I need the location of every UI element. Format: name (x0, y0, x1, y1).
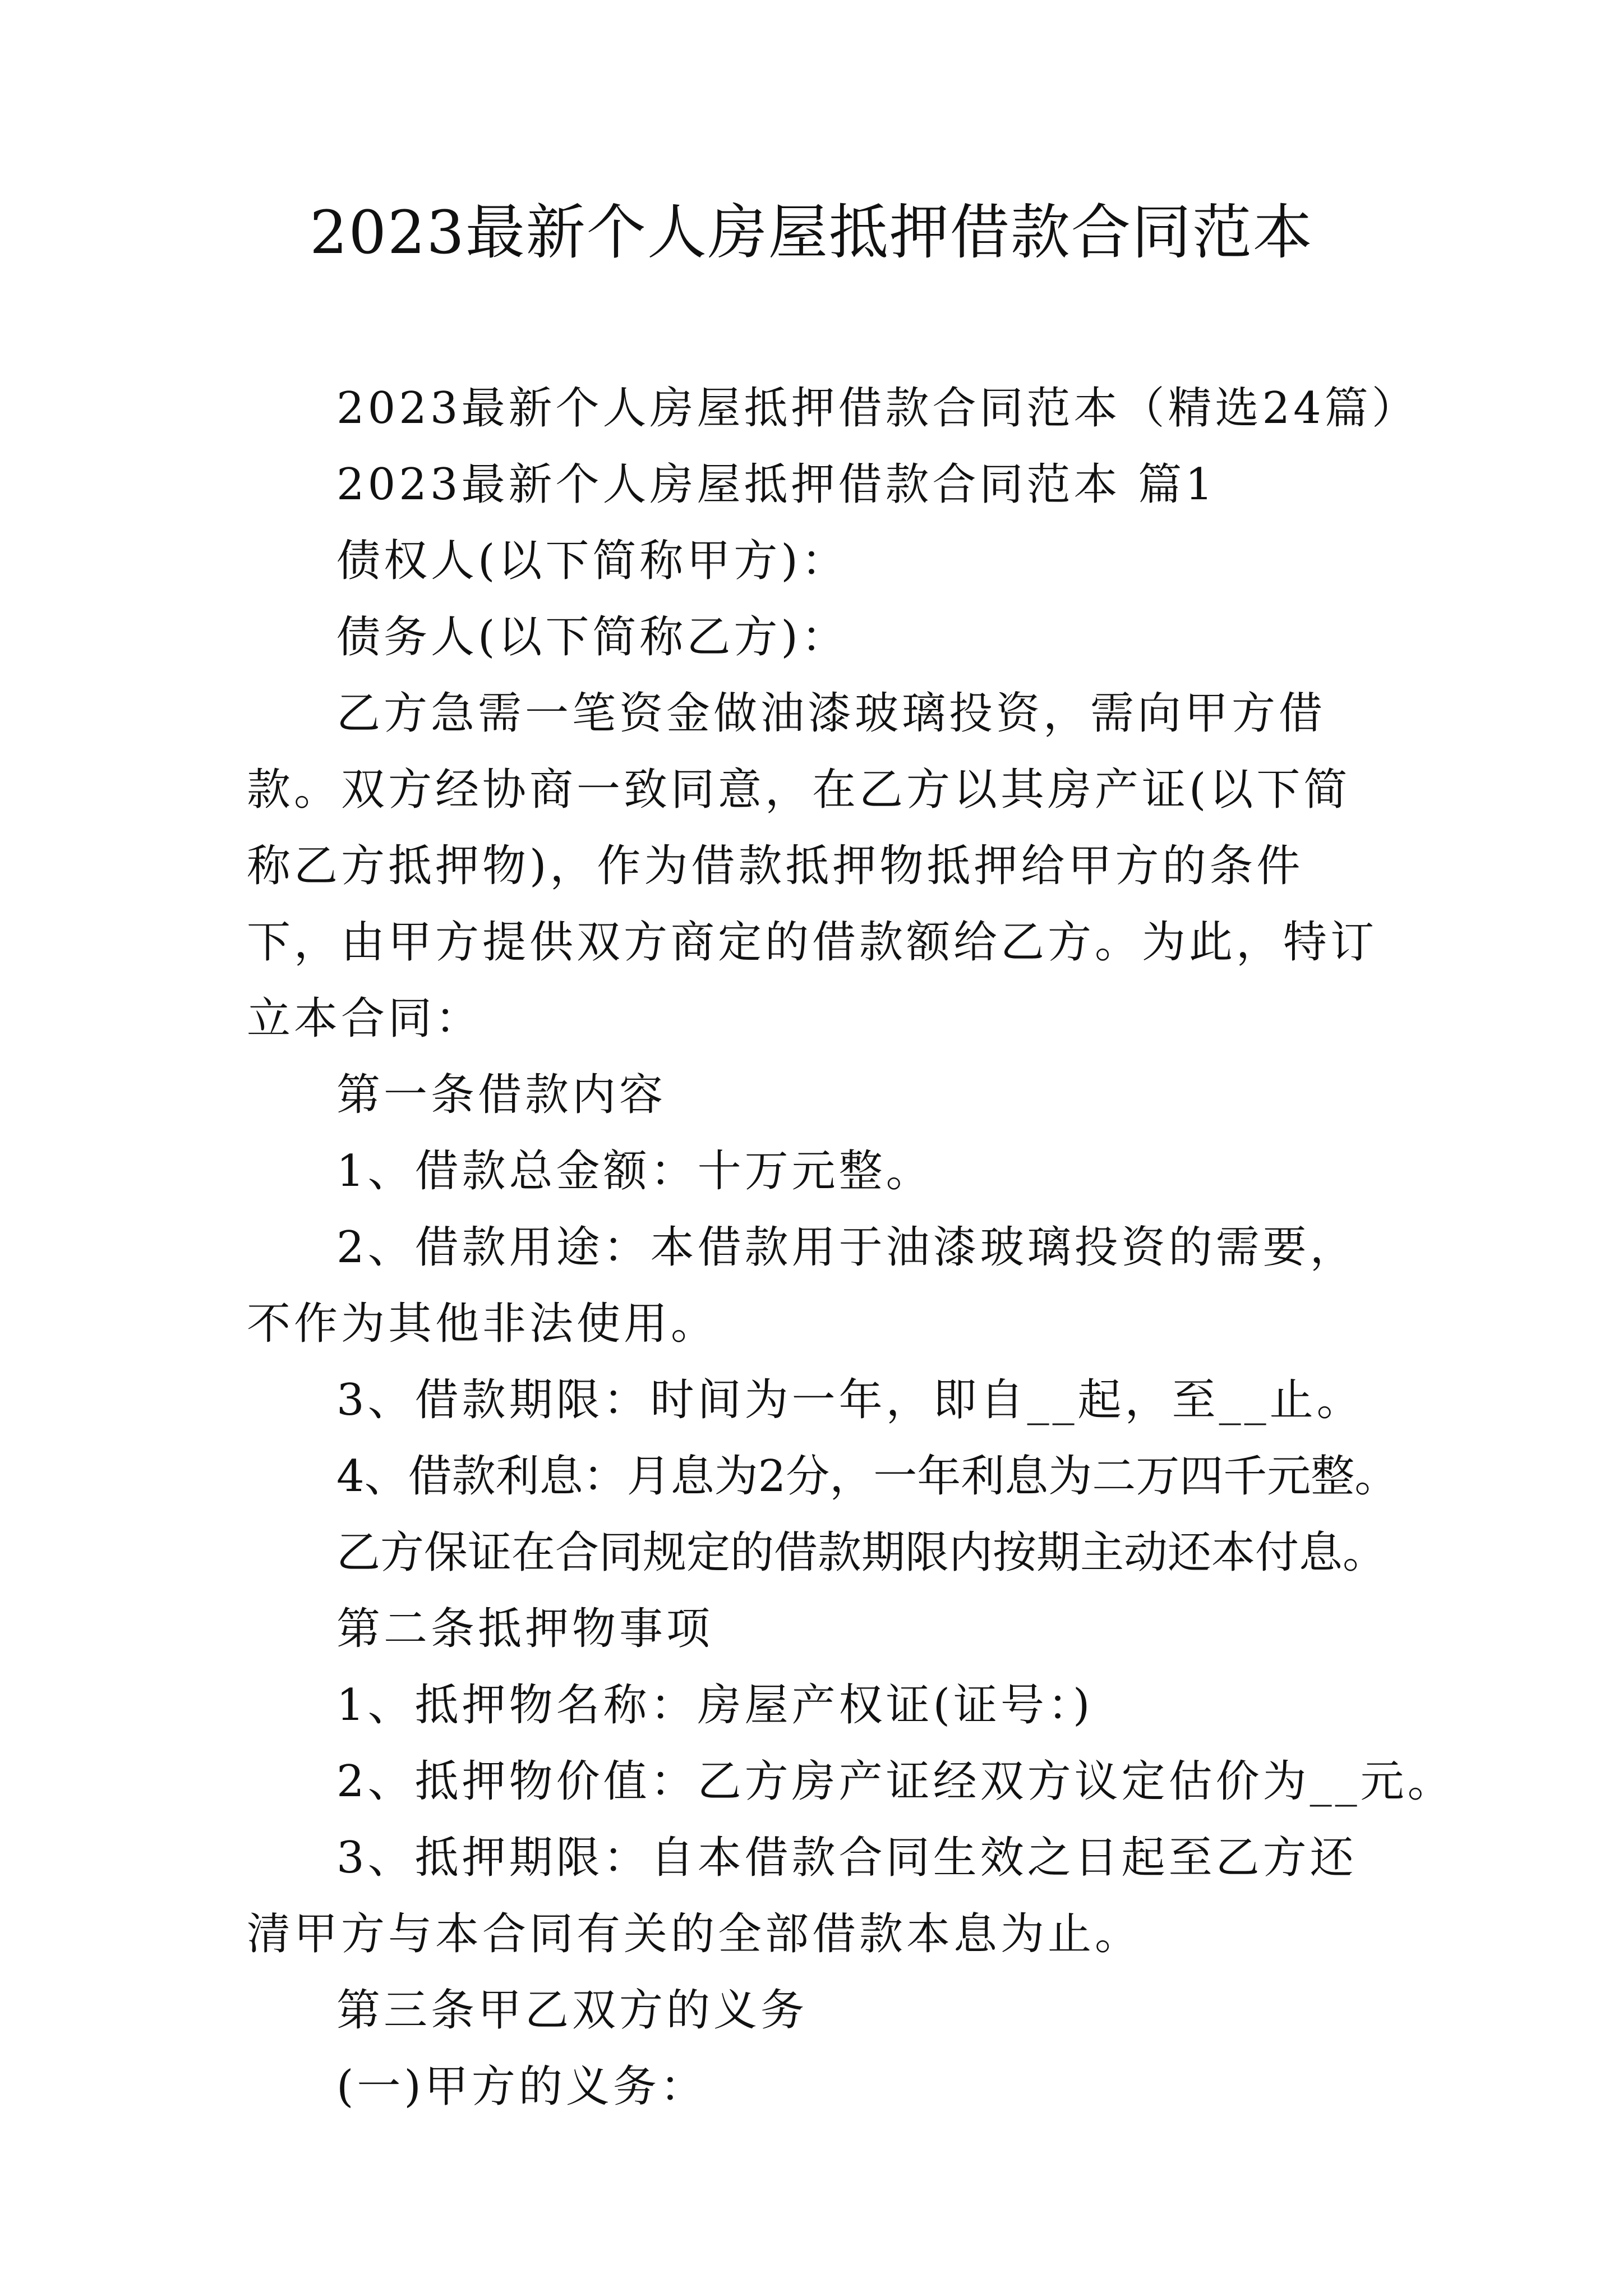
paragraph-repayment-guarantee: 乙方保证在合同规定的借款期限内按期主动还本付息。 (336, 1527, 1387, 1578)
paragraph-article-3-heading: 第三条甲乙双方的义务 (336, 1985, 808, 2036)
paragraph-party-a-obligations: (一)甲方的义务： (336, 2062, 707, 2112)
paragraph-article-2-heading: 第二条抵押物事项 (336, 1604, 714, 1654)
paragraph-collateral-term: 3、抵押期限：自本借款合同生效之日起至乙方还清甲方与本合同有关的全部借款本息为止。 (247, 1833, 1357, 1959)
document-body (247, 370, 1455, 2125)
paragraph-loan-amount: 1、借款总金额：十万元整。 (336, 1146, 933, 1197)
paragraph-chapter-heading: 2023最新个人房屋抵押借款合同范本 篇1 (336, 459, 1216, 510)
paragraph-debtor: 债务人(以下简称乙方)： (336, 612, 849, 662)
paragraph-creditor: 债权人(以下简称甲方)： (336, 536, 849, 586)
paragraph-collateral-value: 2、抵押物价值：乙方房产证经双方议定估价为__元。 (336, 1756, 1455, 1807)
paragraph-collection-title: 2023最新个人房屋抵押借款合同范本（精选24篇） (336, 383, 1419, 434)
paragraph-preamble: 乙方急需一笔资金做油漆玻璃投资，需向甲方借款。双方经协商一致同意，在乙方以其房产证(以下简称乙方抵押物)，作为借款抵押物抵押给甲方的条件下，由甲方提供双方商定的借款额给乙方。为此，特订立本合同： (247, 688, 1378, 1044)
document-title: 2023最新个人房屋抵押借款合同范本 (310, 198, 1313, 267)
paragraph-loan-purpose: 2、借款用途：本借款用于油漆玻璃投资的需要，不作为其他非法使用。 (247, 1222, 1357, 1349)
paragraph-article-1-heading: 第一条借款内容 (336, 1070, 667, 1120)
paragraph-loan-term: 3、借款期限：时间为一年，即自__起，至__止。 (336, 1375, 1364, 1425)
paragraph-collateral-name: 1、抵押物名称：房屋产权证(证号：) (336, 1680, 1094, 1731)
paragraph-loan-interest: 4、借款利息：月息为2分，一年利息为二万四千元整。 (336, 1451, 1399, 1502)
